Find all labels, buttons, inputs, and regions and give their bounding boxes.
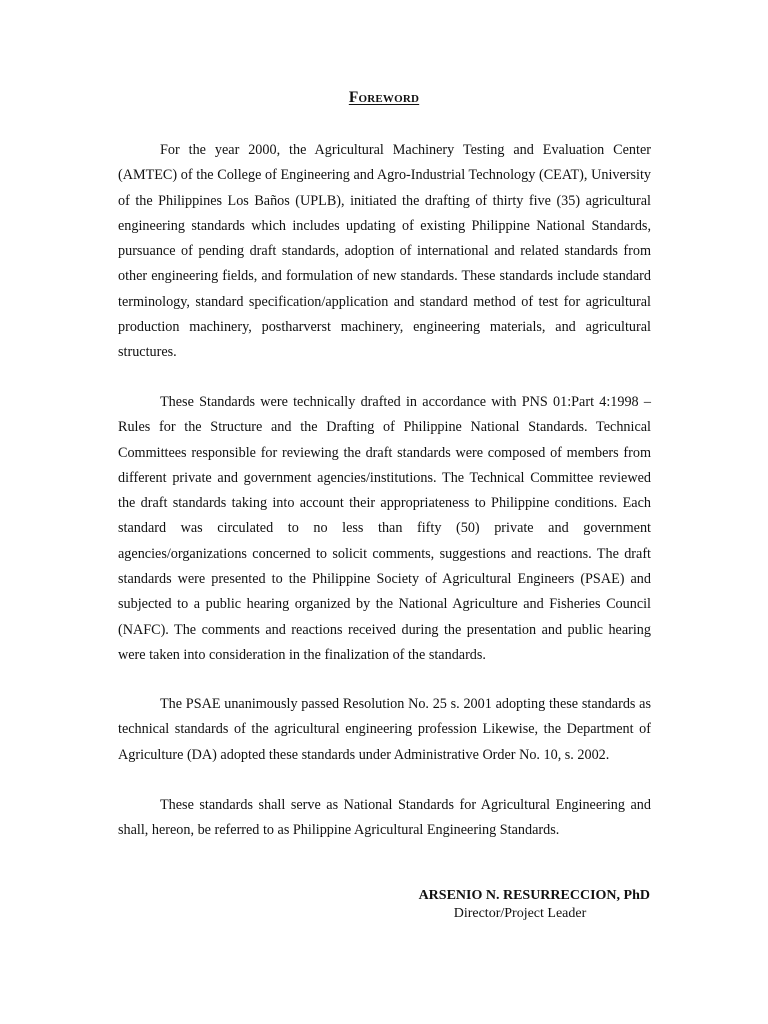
signatory-name: ARSENIO N. RESURRECCION, PhD: [418, 888, 650, 903]
signatory-title: Director/Project Leader: [453, 906, 587, 921]
paragraph-2: These Standards were technically drafted in accordance with PNS 01:Part 4:1998 – Rules for the Structure and the Drafting of Philippine National Standards. Technical Committees responsible for reviewing the draft standards were composed of members from different private and government agencies/institutions. The Technical Committee reviewed the draft standards taking into account their appropriateness to Philippine conditions. Each standard was circulated to no less than fifty (50) private and government agencies/organizations concerned to solicit comments, suggestions and reactions. The draft standards were presented to the Philippine Society of Agricultural Engineers (PSAE) and subjected to a public hearing organized by the National Agriculture and Fisheries Council (NAFC). The comments and reactions received during the presentation and public hearing were taken into consideration in the finalization of the standards.: [118, 394, 651, 663]
paragraph-4: These standards shall serve as National Standards for Agricultural Engineering and shall, hereon, be referred to as Philippine Agricultural Engineering Standards.: [118, 797, 651, 839]
paragraph-3: The PSAE unanimously passed Resolution No. 25 s. 2001 adopting these standards as technical standards of the agricultural engineering profession Likewise, the Department of Agriculture (DA) adopted these standards under Administrative Order No. 10, s. 2002.: [118, 696, 651, 763]
paragraph-1: For the year 2000, the Agricultural Machinery Testing and Evaluation Center (AMTEC) of the College of Engineering and Agro-Industrial Technology (CEAT), University of the Philippines Los Baños (UPLB), initiated the drafting of thirty five (35) agricultural engineering standards which includes updating of existing Philippine National Standards, pursuance of pending draft standards, adoption of international and related standards from other engineering fields, and formulation of new standards. These standards include standard terminology, standard specification/application and standard method of test for agricultural production machinery, postharverst machinery, engineering materials, and agricultural structures.: [118, 142, 651, 361]
page-title: Foreword: [348, 89, 420, 106]
